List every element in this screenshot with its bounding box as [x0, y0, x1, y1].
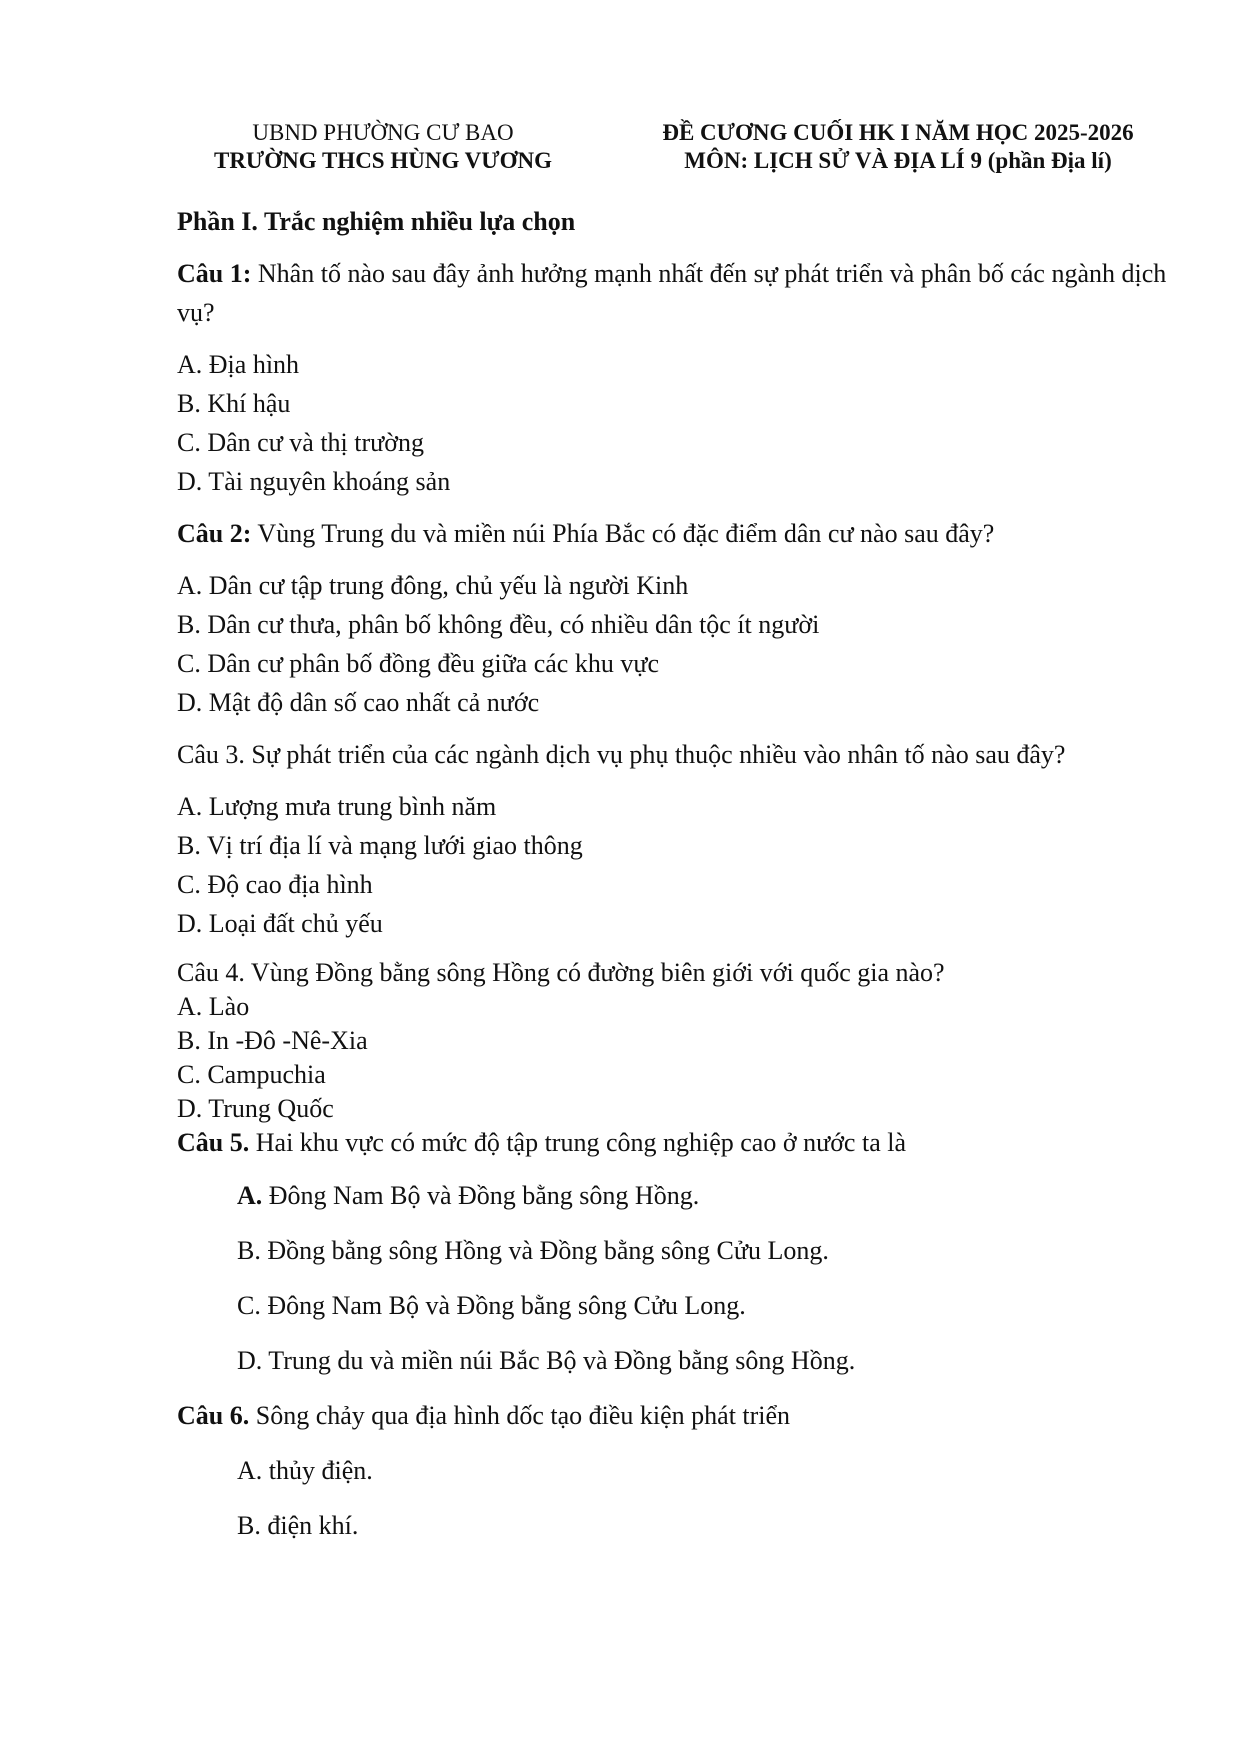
- section-title: Phần I. Trắc nghiệm nhiều lựa chọn: [177, 207, 576, 236]
- question-3: Câu 3. Sự phát triển của các ngành dịch vụ phụ thuộc nhiều vào nhân tố nào sau đây?: [177, 740, 1066, 769]
- question-1-text: Nhân tố nào sau đây ảnh hưởng mạnh nhất đến sự phát triển và phân bố các ngành dịch vụ?: [177, 259, 1167, 327]
- question-4-option-d: D. Trung Quốc: [177, 1094, 334, 1123]
- question-2: [177, 514, 1167, 553]
- question-5-label: Câu 5.: [177, 1128, 250, 1157]
- question-3-option-d: D. Loại đất chủ yếu: [177, 909, 383, 938]
- question-6: [177, 1396, 1167, 1435]
- question-1-label: Câu 1:: [177, 259, 252, 288]
- question-6-option-a: A. thủy điện.: [237, 1456, 373, 1485]
- question-2-text: Vùng Trung du và miền núi Phía Bắc có đặc điểm dân cư nào sau đây?: [251, 519, 995, 548]
- subject-title: MÔN: LỊCH SỬ VÀ ĐỊA LÍ 9 (phần Địa lí): [684, 148, 1112, 173]
- question-4-option-a: A. Lào: [177, 992, 250, 1021]
- question-3-options: [177, 787, 1167, 943]
- question-3-option-b: B. Vị trí địa lí và mạng lưới giao thông: [177, 831, 583, 860]
- question-2-label: Câu 2:: [177, 519, 252, 548]
- question-2-option-b: B. Dân cư thưa, phân bố không đều, có nhiều dân tộc ít người: [177, 610, 820, 639]
- question-6-label: Câu 6.: [177, 1401, 250, 1430]
- question-4: Câu 4. Vùng Đồng bằng sông Hồng có đường biên giới với quốc gia nào?: [177, 958, 945, 987]
- question-5-option-a-text: Đông Nam Bộ và Đồng bằng sông Hồng.: [262, 1181, 700, 1210]
- question-1-option-a: A. Địa hình: [177, 350, 300, 379]
- question-4-block: [177, 956, 1167, 1160]
- question-5-option-a: [177, 1176, 1167, 1215]
- question-3-option-a: A. Lượng mưa trung bình năm: [177, 792, 497, 821]
- question-3-option-c: C. Độ cao địa hình: [177, 870, 373, 899]
- document-title: ĐỀ CƯƠNG CUỐI HK I NĂM HỌC 2025-2026: [662, 120, 1134, 145]
- document-body: [177, 204, 1167, 1561]
- question-1-options: [177, 345, 1167, 501]
- question-6-text: Sông chảy qua địa hình dốc tạo điều kiện phát triển: [249, 1401, 791, 1430]
- question-1-option-c: C. Dân cư và thị trường: [177, 428, 424, 457]
- question-5-option-c: C. Đông Nam Bộ và Đồng bằng sông Cửu Long.: [237, 1291, 746, 1320]
- question-2-option-a: A. Dân cư tập trung đông, chủ yếu là người Kinh: [177, 571, 689, 600]
- question-6-option-b: B. điện khí.: [237, 1511, 359, 1540]
- question-4-option-c: C. Campuchia: [177, 1060, 326, 1089]
- question-5-text: Hai khu vực có mức độ tập trung công nghiệp cao ở nước ta là: [249, 1128, 907, 1157]
- question-4-option-b: B. In -Đô -Nê-Xia: [177, 1026, 368, 1055]
- question-5: [177, 1126, 1167, 1160]
- question-2-options: [177, 566, 1167, 722]
- school-name: TRƯỜNG THCS HÙNG VƯƠNG: [213, 148, 552, 173]
- question-5-option-a-label: A.: [237, 1181, 263, 1210]
- header-left: [192, 119, 574, 175]
- question-1-option-b: B. Khí hậu: [177, 389, 291, 418]
- question-2-option-d: D. Mật độ dân số cao nhất cả nước: [177, 688, 540, 717]
- header-right: [638, 119, 1158, 175]
- question-5-option-d: D. Trung du và miền núi Bắc Bộ và Đồng bằng sông Hồng.: [237, 1346, 856, 1375]
- question-2-option-c: C. Dân cư phân bố đồng đều giữa các khu vực: [177, 649, 659, 678]
- district-name: UBND PHƯỜNG CƯ BAO: [252, 120, 514, 145]
- question-5-option-b: B. Đồng bằng sông Hồng và Đồng bằng sông Cửu Long.: [237, 1236, 829, 1265]
- question-1: [177, 254, 1167, 332]
- question-1-option-d: D. Tài nguyên khoáng sản: [177, 467, 451, 496]
